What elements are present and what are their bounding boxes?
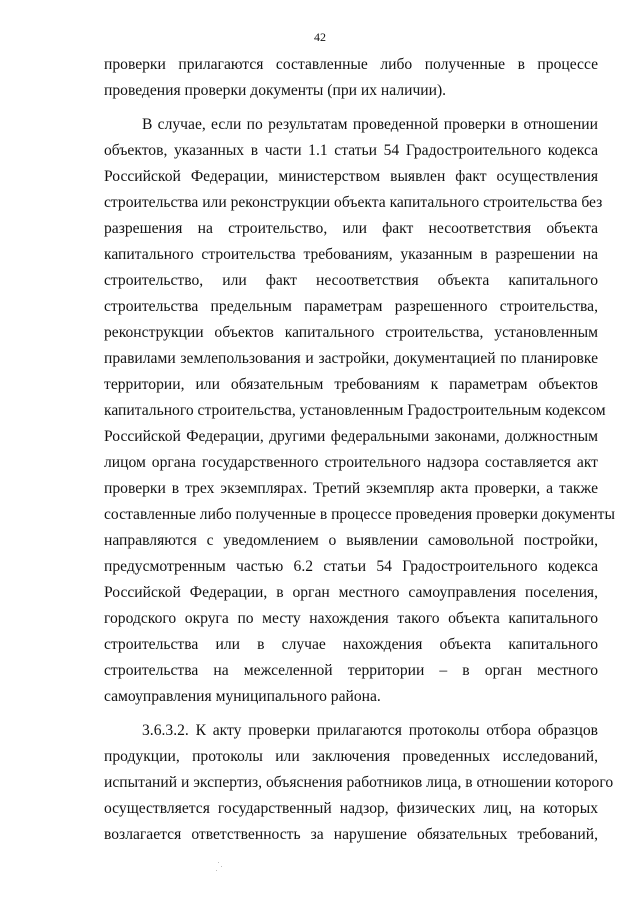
paragraph	[104, 718, 614, 848]
text-line: осуществляется государственный надзор, физических лиц, на которых	[104, 800, 598, 817]
text-line: продукции, протоколы или заключения проведенных исследований,	[104, 748, 598, 765]
text-line: городского округа по месту нахождения такого объекта капитального	[104, 610, 598, 627]
text-line: Российской Федерации, другими федеральными законами, должностным	[104, 428, 598, 445]
text-line: проведения проверки документы (при их наличии).	[104, 82, 447, 99]
text-line: строительство, или факт несоответствия объекта капитального	[104, 272, 598, 289]
text-line: 3.6.3.2. К акту проверки прилагаются протоколы отбора образцов	[142, 722, 598, 739]
text-line: лицом органа государственного строительного надзора составляется акт	[104, 454, 598, 471]
document-body	[104, 52, 615, 848]
text-line: составленные либо полученные в процессе проведения проверки документы	[104, 506, 615, 523]
text-line: Российской Федерации, министерством выявлен факт осуществления	[104, 168, 598, 185]
text-line: направляются с уведомлением о выявлении самовольной постройки,	[104, 532, 598, 549]
text-line: предусмотренным частью 6.2 статьи 54 Градостроительного кодекса	[104, 558, 598, 575]
text-line: В случае, если по результатам проведенной проверки в отношении	[142, 116, 598, 133]
text-line: проверки прилагаются составленные либо полученные в процессе	[104, 56, 598, 73]
text-line: территории, или обязательным требованиям к параметрам объектов	[104, 376, 598, 393]
scan-speck	[216, 870, 217, 871]
text-line: реконструкции объектов капитального строительства, установленным	[104, 324, 598, 341]
text-line: самоуправления муниципального района.	[104, 688, 381, 705]
text-line: проверки в трех экземплярах. Третий экземпляр акта проверки, а также	[104, 480, 598, 497]
text-line: испытаний и экспертиз, объяснения работников лица, в отношении которого	[104, 774, 614, 791]
text-line: строительства предельным параметрам разрешенного строительства,	[104, 298, 598, 315]
scan-speck	[221, 866, 222, 867]
text-line: Российской Федерации, в орган местного самоуправления поселения,	[104, 584, 598, 601]
paragraph	[104, 112, 615, 710]
text-line: правилами землепользования и застройки, документацией по планировке	[104, 350, 598, 367]
text-line: строительства или в случае нахождения объекта капитального	[104, 636, 598, 653]
text-line: возлагается ответственность за нарушение обязательных требований,	[104, 826, 598, 843]
paragraph	[104, 52, 598, 104]
text-line: строительства на межселенной территории – в орган местного	[104, 662, 598, 679]
text-line: объектов, указанных в части 1.1 статьи 54 Градостроительного кодекса	[104, 142, 598, 159]
text-line: строительства или реконструкции объекта капитального строительства без	[104, 194, 603, 211]
text-line: капитального строительства требованиям, указанным в разрешении на	[104, 246, 598, 263]
text-line: разрешения на строительство, или факт несоответствия объекта	[104, 220, 598, 237]
page-number: 42	[314, 30, 326, 44]
scan-speck	[218, 862, 219, 863]
text-line: капитального строительства, установленным Градостроительным кодексом	[104, 402, 606, 419]
